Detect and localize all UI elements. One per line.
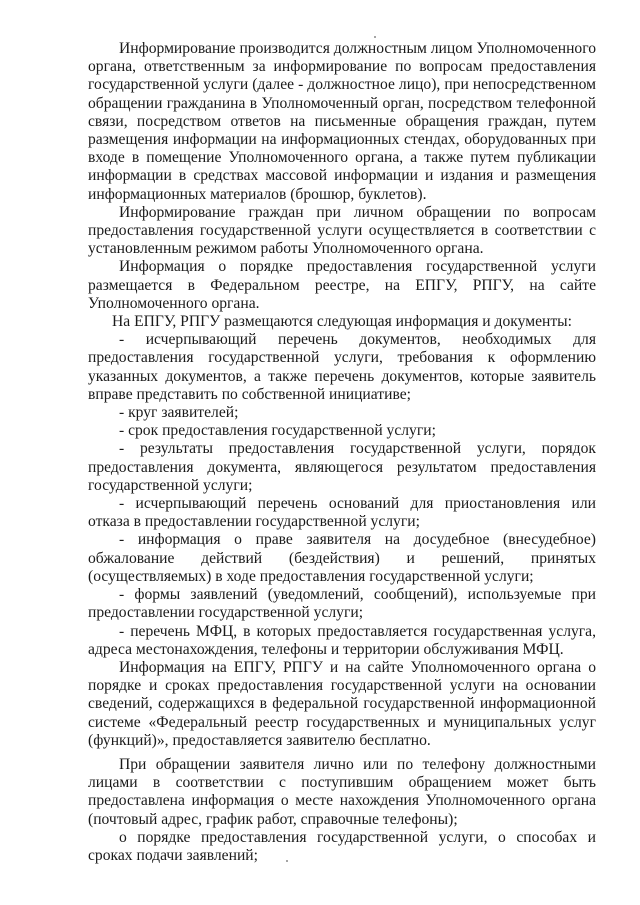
scan-speck (374, 36, 376, 38)
list-item-mfc-list: - перечень МФЦ, в которых предоставляется государственная услуга, адреса местонахождения, телефоны и территории обслуживания МФЦ. (88, 622, 596, 658)
paragraph-registry-placement: Информация о порядке предоставления государственной услуги размещается в Федеральном реестре, на ЕПГУ, РПГУ, на сайте Уполномоченного органа. (88, 258, 596, 312)
paragraph-personal-visit: Информирование граждан при личном обращении по вопросам предоставления государственной услуги осуществляется в соответствии с установленным режимом работы Уполномоченного органа. (88, 203, 596, 258)
paragraph-free-info: Информация на ЕПГУ, РПГУ и на сайте Уполномоченного органа о порядке и сроках предоставления государственной услуги на основании сведений, содержащихся в федеральной государственной информационной системе «Федеральный реестр государственных и муниципальных услуг (функций)», предоставляется заявителю бесплатно. (88, 658, 596, 749)
list-item-term: - срок предоставления государственной услуги; (119, 422, 436, 440)
scan-speck (286, 860, 288, 862)
document-page (88, 40, 596, 865)
paragraph-phone-inquiry: При обращении заявителя лично или по телефону должностными лицами в соответствии с поступившим обращением может быть предоставлена информация о месте нахождения Уполномоченного органа (почтовый адрес, график работ, справочные телефоны); (88, 755, 596, 828)
list-item-documents: - исчерпывающий перечень документов, необходимых для предоставления государственной услуги, требования к оформлению указанных документов, а также перечень документов, которые заявитель вправе представить по собственной инициативе; (88, 331, 596, 403)
list-item-appeal-rights: - информация о праве заявителя на досудебное (внесудебное) обжалование действий (бездействия) и решений, принятых (осуществляемых) в ходе предоставления государственной услуги; (88, 531, 596, 585)
list-item-application-forms: - формы заявлений (уведомлений, сообщений), используемые при предоставлении государственной услуги; (88, 586, 596, 622)
paragraph-portal-info-intro: На ЕПГУ, РПГУ размещаются следующая информация и документы: (112, 313, 572, 331)
paragraph-procedure-terms: о порядке предоставления государственной услуги, о способах и сроках подачи заявлений; (88, 828, 596, 864)
list-item-results: - результаты предоставления государственной услуги, порядок предоставления документа, являющегося результатом предоставления государственной услуги; (88, 440, 596, 494)
list-item-refusal-grounds: - исчерпывающий перечень оснований для приостановления или отказа в предоставлении государственной услуги; (88, 495, 596, 531)
paragraph-informing-methods: Информирование производится должностным лицом Уполномоченного органа, ответственным за информирование по вопросам предоставления государственной услуги (далее - должностное лицо), при непосредственном обращении гражданина в Уполномоченный орган, посредством телефонной связи, посредством ответов на письменные обращения граждан, путем размещения информации на информационных стендах, оборудованных при входе в помещение Уполномоченного органа, а также путем публикации информации в средствах массовой информации и издания и размещения информационных материалов (брошюр, буклетов). (88, 40, 597, 203)
list-item-applicants: - круг заявителей; (119, 404, 239, 422)
